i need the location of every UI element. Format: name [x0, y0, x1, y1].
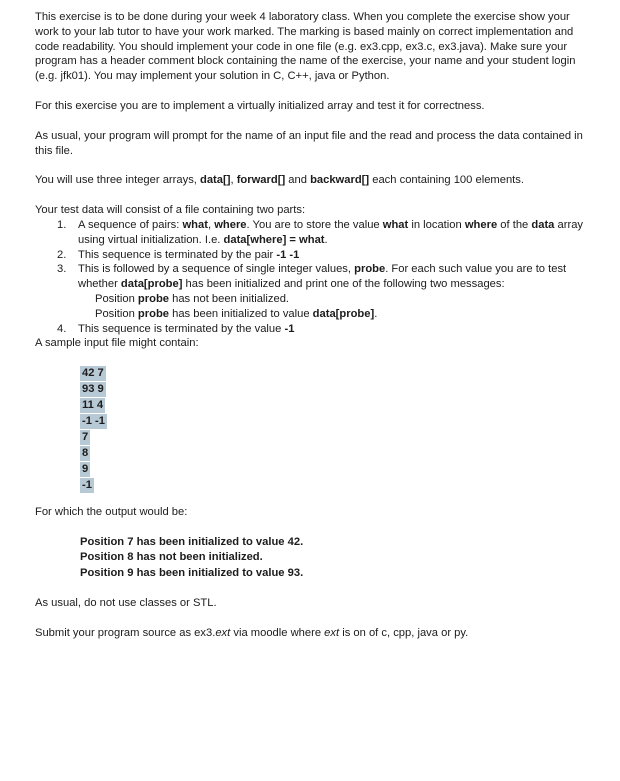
message-line-2: [35, 307, 586, 322]
bold-term: what: [382, 218, 409, 231]
output-line: Position 9 has been initialized to value 93.: [80, 566, 304, 579]
submit-paragraph: [35, 626, 586, 641]
highlighted-value: 9: [82, 463, 89, 476]
sample-input-line: [80, 382, 586, 397]
text-run: has been initialized and print one of the following two messages:: [182, 278, 505, 291]
list-number: 4.: [57, 322, 67, 335]
message-line-1: [35, 292, 586, 307]
highlighted-value: 8: [82, 447, 89, 460]
bold-term: data: [531, 218, 555, 231]
list-item-4: [35, 322, 586, 337]
text-run: Position: [95, 307, 138, 320]
bold-term: what: [182, 218, 208, 231]
output-intro: For which the output would be:: [35, 506, 188, 519]
italic-term: ext: [324, 627, 340, 640]
bold-term: where: [464, 218, 498, 231]
bold-term: probe: [137, 307, 169, 320]
bold-term: backward[]: [310, 174, 370, 187]
text-run: and: [285, 174, 311, 187]
list-number: 3.: [57, 263, 67, 276]
output-line: Position 7 has been initialized to value 42.: [80, 535, 304, 548]
sample-input-line: [80, 446, 586, 461]
list-item-text: [78, 248, 586, 263]
text-run: ,: [230, 174, 237, 187]
text-run: .: [374, 307, 378, 320]
bold-term: -1 -1: [276, 248, 300, 261]
sample-input-line: [80, 398, 586, 413]
highlighted-value: 11 4: [82, 399, 104, 412]
highlighted-value: 93 9: [82, 383, 104, 396]
highlighted-value: -1 -1: [82, 415, 106, 428]
text-run: is on of c, cpp, java or py.: [339, 627, 469, 640]
intro-paragraph: This exercise is to be done during your week 4 laboratory class. When you complete the exercise show your work to your lab tutor to have your work marked. The marking is based mainly on correct implementation and code readability. You should implement your code in one file (e.g. ex3.cpp, ex3.c, ex3.java). Make sure your program has a header comment block containing the name of the exercise, your name and your student login (e.g. jfk01). You may implement your solution in C, C++, java or Python.: [35, 11, 576, 83]
input-file-paragraph: As usual, your program will prompt for the name of an input file and the read and process the data contained in this file.: [35, 129, 583, 157]
sample-input-block: [80, 366, 586, 493]
list-item-2: [35, 248, 586, 263]
sample-output-block: [80, 535, 586, 582]
no-stl-paragraph: As usual, do not use classes or STL.: [35, 597, 217, 610]
sample-input-line: [80, 366, 586, 381]
highlighted-value: 7: [82, 431, 89, 444]
bold-term: data[probe]: [120, 278, 183, 291]
list-item-1: [35, 218, 586, 248]
text-run: Position: [95, 292, 138, 305]
text-run: ,: [207, 218, 215, 231]
bold-term: where: [214, 218, 247, 231]
text-run: This is followed by a sequence of single integer values,: [78, 263, 355, 276]
bold-term: data[probe]: [312, 307, 375, 320]
sample-input-line: [80, 478, 586, 493]
text-run: This sequence is terminated by the value: [78, 322, 285, 335]
list-item-text: [78, 262, 586, 292]
bold-term: data[where] = what: [223, 233, 325, 246]
list-number: 2.: [57, 248, 67, 261]
text-run: A sequence of pairs:: [78, 218, 183, 231]
text-run: This sequence is terminated by the pair: [78, 248, 277, 261]
list-number: 1.: [57, 218, 67, 231]
text-run: Submit your program source as ex3.: [35, 627, 216, 640]
text-run: each containing 100 elements.: [369, 174, 524, 187]
bold-term: probe: [137, 292, 169, 305]
italic-term: ext: [215, 627, 231, 640]
text-run: . You are to store the value: [246, 218, 383, 231]
text-run: array using virtual initialization. I.e.: [78, 218, 584, 246]
sample-input-line: [80, 430, 586, 445]
sample-input-line: [80, 462, 586, 477]
text-run: of the: [497, 218, 532, 231]
text-run: . For each such value you are to test whether: [78, 263, 567, 291]
sample-input-line: [80, 414, 586, 429]
list-item-3: [35, 262, 586, 292]
list-item-text: [78, 322, 586, 337]
text-run: You will use three integer arrays,: [35, 174, 200, 187]
list-item-text: [78, 218, 586, 248]
bold-term: forward[]: [236, 174, 286, 187]
highlighted-value: -1: [82, 479, 92, 492]
output-line: Position 8 has not been initialized.: [80, 551, 263, 564]
task-paragraph: For this exercise you are to implement a virtually initialized array and test it for correctness.: [35, 99, 485, 112]
text-run: .: [324, 233, 328, 246]
text-run: in location: [408, 218, 465, 231]
bold-term: data[]: [200, 174, 231, 187]
text-run: via moodle where: [230, 627, 325, 640]
instructions-list: [35, 218, 586, 336]
arrays-paragraph: [35, 173, 586, 188]
text-run: has been initialized to value: [169, 307, 313, 320]
text-run: has not been initialized.: [169, 292, 290, 305]
highlighted-value: 42 7: [82, 367, 104, 380]
bold-term: probe: [354, 263, 386, 276]
bold-term: -1: [284, 322, 295, 335]
test-data-intro: Your test data will consist of a file containing two parts:: [35, 204, 306, 217]
sample-input-intro: A sample input file might contain:: [35, 337, 199, 350]
